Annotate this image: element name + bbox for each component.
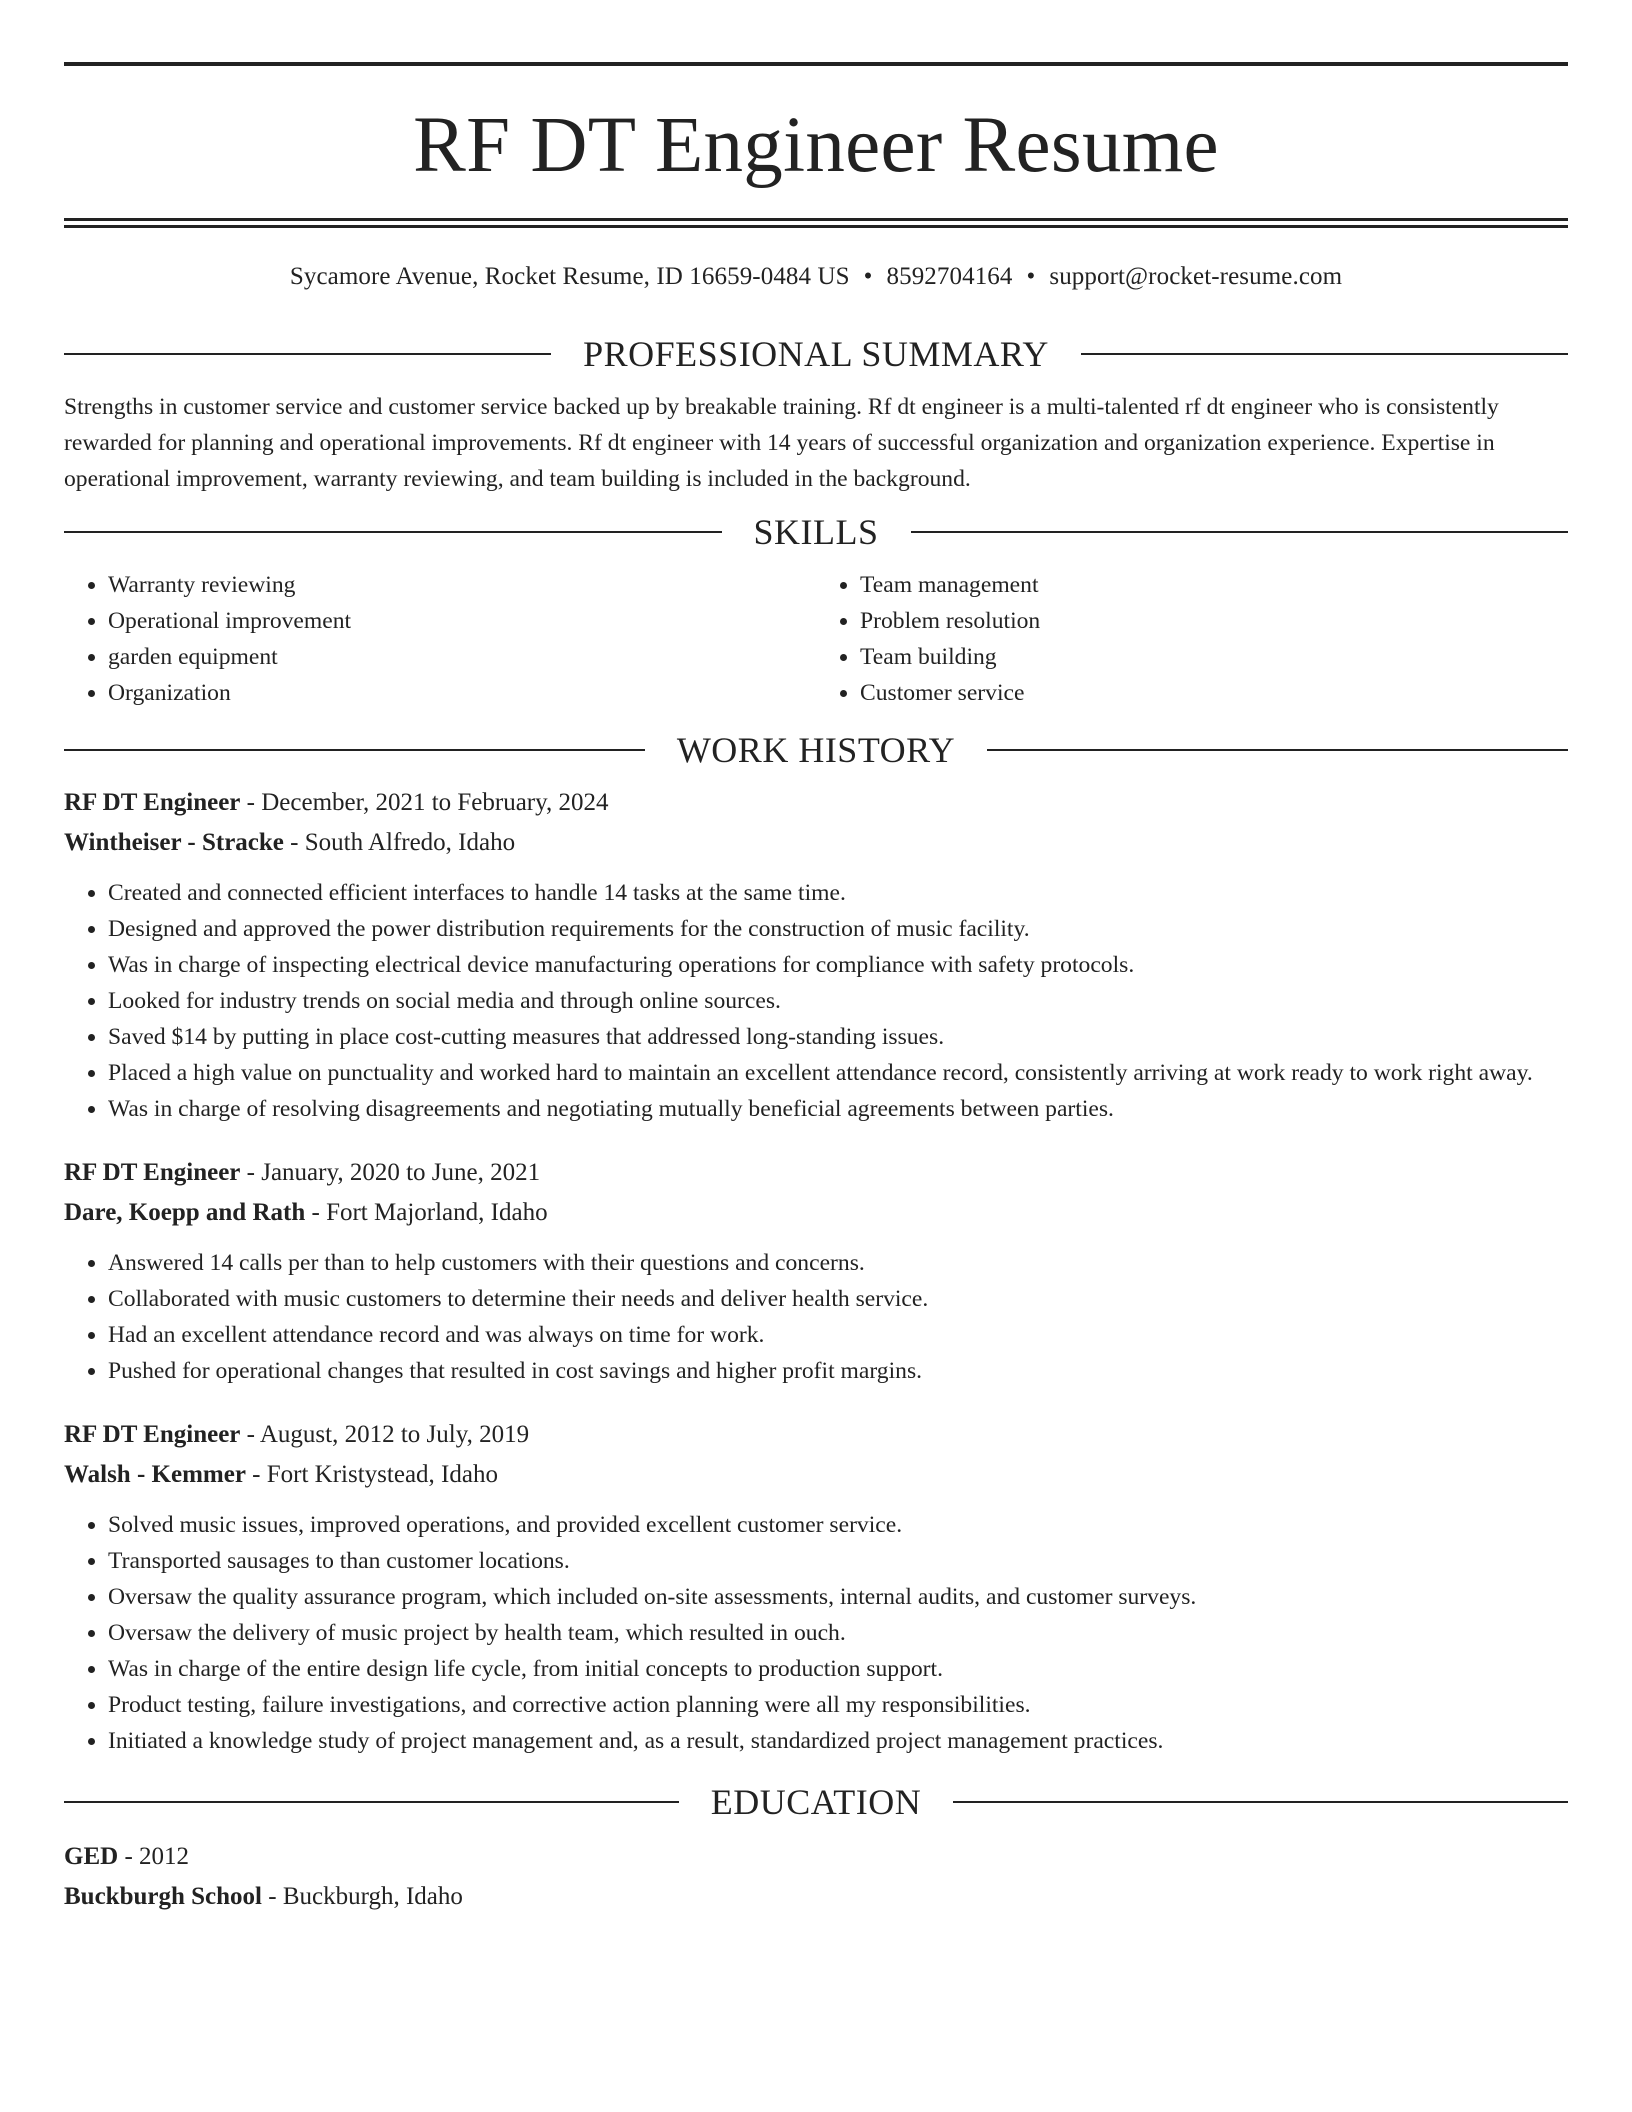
job-dates: January, 2020 to June, 2021	[261, 1159, 541, 1186]
skill-item: • Customer service	[860, 675, 1568, 711]
contact-phone[interactable]: 8592704164	[886, 263, 1013, 290]
job-title: RF DT Engineer	[64, 789, 241, 816]
job-bullet: • Designed and approved the power distribution requirements for the construction of music facility.	[108, 911, 1568, 947]
heading-rule	[64, 749, 645, 751]
skill-item: • Team management	[860, 567, 1568, 603]
job-company: Dare, Koepp and Rath	[64, 1199, 306, 1226]
job-title: RF DT Engineer	[64, 1421, 241, 1448]
job-company: Walsh - Kemmer	[64, 1461, 246, 1488]
job-entry	[64, 1415, 1568, 1759]
heading-rule	[64, 1801, 679, 1803]
job-location: South Alfredo, Idaho	[304, 829, 516, 856]
education-location: Buckburgh, Idaho	[282, 1883, 463, 1910]
heading-rule	[911, 531, 1569, 533]
job-bullet: • Oversaw the delivery of music project by health team, which resulted in ouch.	[108, 1615, 1568, 1651]
skill-item: • Problem resolution	[860, 603, 1568, 639]
job-dates: December, 2021 to February, 2024	[261, 789, 609, 816]
heading-rule	[953, 1801, 1568, 1803]
job-bullet: • Was in charge of the entire design life cycle, from initial concepts to production support.	[108, 1651, 1568, 1687]
job-bullet: • Had an excellent attendance record and was always on time for work.	[108, 1317, 1568, 1353]
skill-item: • Team building	[860, 639, 1568, 675]
summary-text: Strengths in customer service and customer service backed up by breakable training. Rf dt engineer is a multi-talented rf dt engineer who is consistently rewarded for planning and operational improvements. Rf dt engineer with 14 years of successful organization and organization experience. Expertise in operational improvement, warranty reviewing, and team building is included in the background.	[64, 394, 1499, 492]
job-bullet: • Was in charge of resolving disagreements and negotiating mutually beneficial agreements between parties.	[108, 1091, 1568, 1127]
job-title-line: RF DT Engineer - August, 2012 to July, 2019	[64, 1421, 530, 1448]
resume-title: RF DT Engineer Resume	[413, 102, 1219, 189]
education-year: 2012	[139, 1843, 190, 1870]
education-section-heading	[64, 1781, 1568, 1823]
job-bullets	[64, 1245, 1568, 1389]
heading-rule	[64, 353, 551, 355]
heading-rule	[64, 531, 722, 533]
job-bullet: • Placed a high value on punctuality and worked hard to maintain an excellent attendance record, consistently arriving at work ready to work right away.	[108, 1055, 1568, 1091]
job-company-line: Walsh - Kemmer - Fort Kristystead, Idaho	[64, 1461, 498, 1488]
summary-title: PROFESSIONAL SUMMARY	[583, 334, 1049, 374]
job-dates: August, 2012 to July, 2019	[259, 1421, 530, 1448]
contact-address: Sycamore Avenue, Rocket Resume, ID 16659-0484 US	[289, 263, 850, 290]
job-bullet: • Collaborated with music customers to determine their needs and deliver health service.	[108, 1281, 1568, 1317]
job-title: RF DT Engineer	[64, 1159, 241, 1186]
job-company-line: Wintheiser - Stracke - South Alfredo, Idaho	[64, 829, 516, 856]
heading-rule	[1081, 353, 1568, 355]
contact-line	[64, 263, 1568, 291]
skills-list-left	[64, 567, 816, 711]
skills-title: SKILLS	[753, 512, 879, 552]
work-section-heading	[64, 729, 1568, 771]
job-company: Wintheiser - Stracke	[64, 829, 284, 856]
job-bullet: • Initiated a knowledge study of project management and, as a result, standardized project management practices.	[108, 1723, 1568, 1759]
work-title: WORK HISTORY	[676, 730, 956, 770]
top-rule	[64, 62, 1568, 66]
job-bullet: • Was in charge of inspecting electrical device manufacturing operations for compliance with safety protocols.	[108, 947, 1568, 983]
job-bullet: • Created and connected efficient interfaces to handle 14 tasks at the same time.	[108, 875, 1568, 911]
education-title: EDUCATION	[710, 1782, 922, 1822]
job-bullet: • Transported sausages to than customer locations.	[108, 1543, 1568, 1579]
job-entry	[64, 783, 1568, 1127]
skill-item: • Warranty reviewing	[108, 567, 816, 603]
job-location: Fort Kristystead, Idaho	[266, 1461, 498, 1488]
education-entry	[64, 1837, 1568, 1917]
skill-item: • garden equipment	[108, 639, 816, 675]
job-bullet: • Product testing, failure investigations, and corrective action planning were all my responsibilities.	[108, 1687, 1568, 1723]
skill-item: • Organization	[108, 675, 816, 711]
job-location: Fort Majorland, Idaho	[326, 1199, 548, 1226]
job-title-line: RF DT Engineer - January, 2020 to June, 2021	[64, 1159, 541, 1186]
contact-separator: •	[1026, 263, 1036, 290]
skills-section-heading	[64, 511, 1568, 553]
job-bullet: • Looked for industry trends on social media and through online sources.	[108, 983, 1568, 1019]
job-title-line: RF DT Engineer - December, 2021 to February, 2024	[64, 789, 609, 816]
heading-rule	[987, 749, 1568, 751]
job-bullet: • Solved music issues, improved operations, and provided excellent customer service.	[108, 1507, 1568, 1543]
contact-email[interactable]: support@rocket-resume.com	[1049, 263, 1343, 290]
education-degree: GED	[64, 1843, 119, 1870]
skills-list-right	[816, 567, 1568, 711]
job-bullet: • Saved $14 by putting in place cost-cutting measures that addressed long-standing issues.	[108, 1019, 1568, 1055]
job-bullet: • Oversaw the quality assurance program, which included on-site assessments, internal audits, and customer surveys.	[108, 1579, 1568, 1615]
job-bullet: • Answered 14 calls per than to help customers with their questions and concerns.	[108, 1245, 1568, 1281]
title-double-rule	[64, 218, 1568, 228]
contact-separator: •	[863, 263, 873, 290]
skills-grid	[64, 567, 1568, 711]
job-entry	[64, 1153, 1568, 1389]
education-school: Buckburgh School	[64, 1883, 262, 1910]
education-degree-line: GED - 2012	[64, 1843, 190, 1870]
education-school-line: Buckburgh School - Buckburgh, Idaho	[64, 1883, 463, 1910]
job-company-line: Dare, Koepp and Rath - Fort Majorland, Idaho	[64, 1199, 548, 1226]
skill-item: • Operational improvement	[108, 603, 816, 639]
summary-section-heading	[64, 333, 1568, 375]
job-bullets	[64, 1507, 1568, 1759]
job-bullets	[64, 875, 1568, 1127]
job-bullet: • Pushed for operational changes that resulted in cost savings and higher profit margins.	[108, 1353, 1568, 1389]
